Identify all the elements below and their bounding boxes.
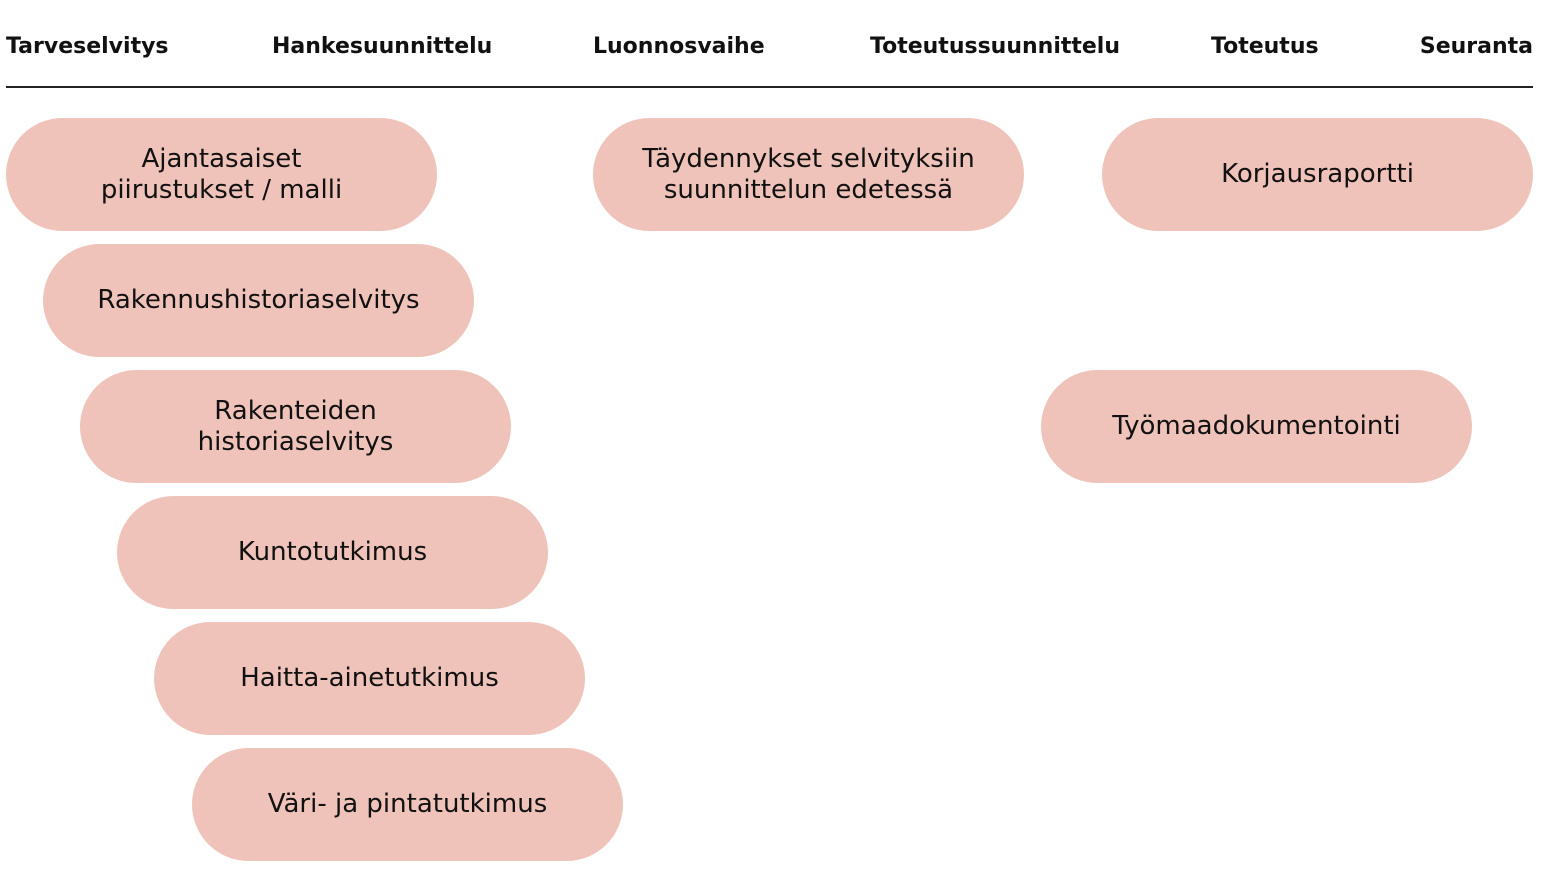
- pill-label: Rakennushistoriaselvitys: [97, 285, 420, 315]
- pill-tyomaadokumentointi: [1041, 370, 1472, 483]
- pill-rakennushistoriaselvitys: [43, 244, 474, 357]
- pill-korjausraportti: [1102, 118, 1533, 231]
- phase-luonnosvaihe: Luonnosvaihe: [593, 34, 765, 59]
- pill-rakenteiden-historiaselvitys: [80, 370, 511, 483]
- pill-taydennykset-selvityksiin: [593, 118, 1024, 231]
- pill-ajantasaiset-piirustukset: [6, 118, 437, 231]
- phase-seuranta: Seuranta: [1419, 34, 1533, 59]
- pill-label: Työmaadokumentointi: [1112, 411, 1401, 441]
- phase-toteutus: Toteutus: [1211, 34, 1319, 59]
- pill-label: Rakenteiden historiaselvitys: [197, 395, 394, 457]
- pill-label: Kuntotutkimus: [237, 537, 428, 567]
- pill-label: Täydennykset selvityksiin suunnittelun edetessä: [642, 143, 975, 205]
- pill-label: Korjausraportti: [1221, 159, 1414, 189]
- pill-vari-ja-pintatutkimus: [192, 748, 623, 861]
- header-divider: [6, 86, 1533, 88]
- phase-toteutussuunnittelu: Toteutussuunnittelu: [870, 34, 1121, 59]
- pill-label: Väri- ja pintatutkimus: [267, 789, 548, 819]
- pill-label: Haitta-ainetutkimus: [240, 663, 499, 693]
- phase-tarveselvitys: Tarveselvitys: [6, 34, 169, 59]
- pill-haitta-ainetutkimus: [154, 622, 585, 735]
- phase-hankesuunnittelu: Hankesuunnittelu: [272, 34, 493, 59]
- pill-kuntotutkimus: [117, 496, 548, 609]
- pill-label: Ajantasaiset piirustukset / malli: [100, 143, 343, 205]
